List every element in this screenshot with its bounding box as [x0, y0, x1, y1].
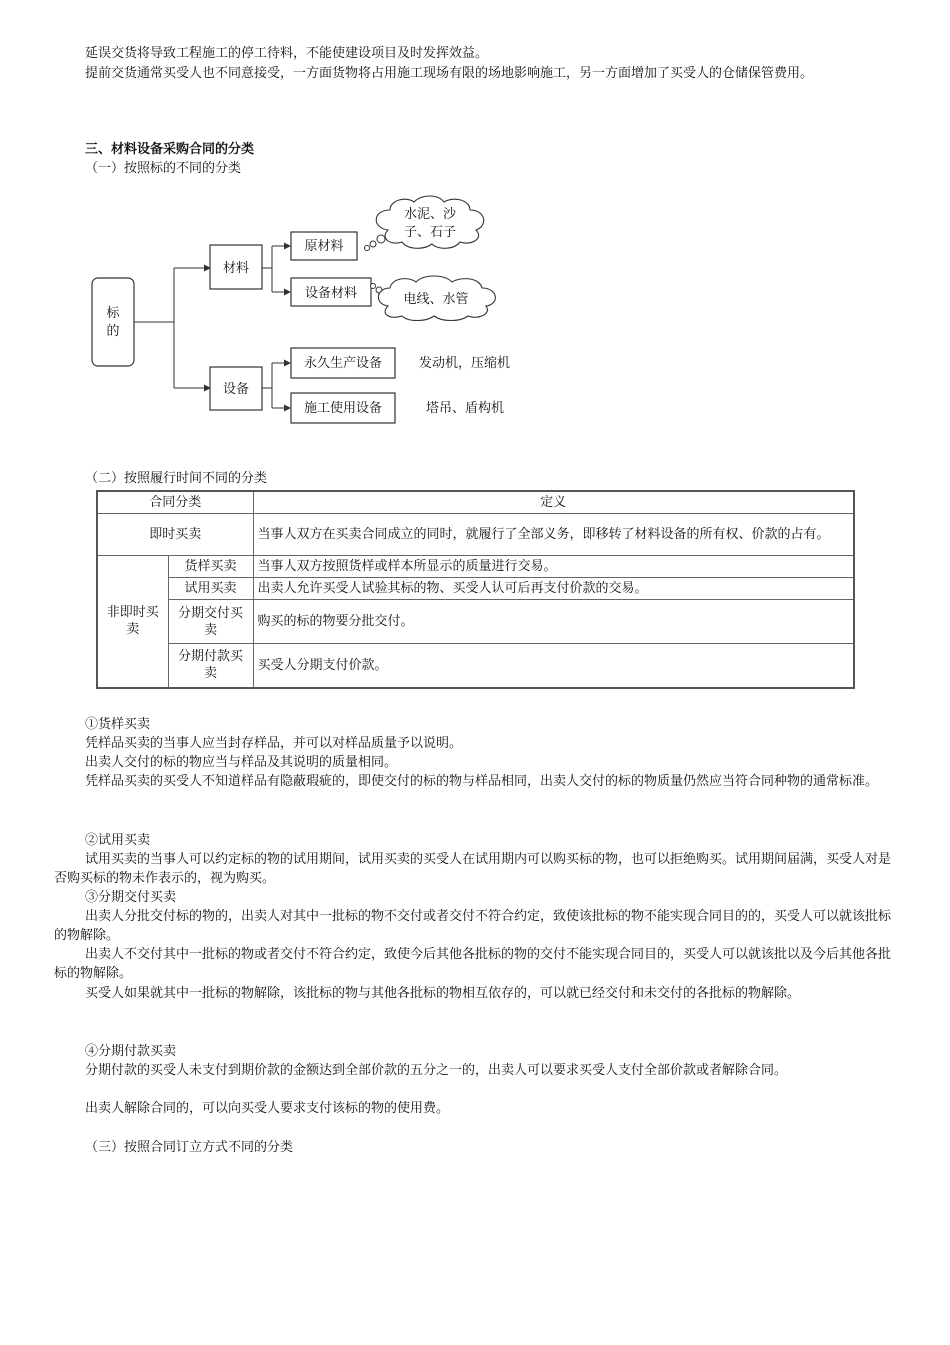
table-header-row	[97, 491, 854, 514]
non-immediate-sale-label: 非即时买卖	[97, 556, 168, 688]
installment-delivery-p3: 买受人如果就其中一批标的物解除，该批标的物与其他各批标的物相互依存的，可以就已经交付和未交付的各批标的物解除。	[85, 986, 801, 1001]
materials-label: 材料	[222, 261, 250, 276]
raw-material-node	[291, 232, 357, 260]
equipment-node	[210, 367, 262, 410]
table-row	[97, 600, 854, 644]
materials-node	[210, 245, 262, 289]
equipment-material-label: 设备材料	[304, 286, 358, 301]
installment-payment-p2: 出卖人解除合同的，可以向买受人要求支付该标的物的使用费。	[85, 1101, 450, 1116]
installment-delivery-p1: 出卖人分批交付标的物的，出卖人对其中一批标的物不交付或者交付不符合约定，致使该批标的物不能实现合同目的的，买受人可以就该批标的物解除。	[54, 909, 892, 943]
subsection-1-title: （一）按照标的不同的分类	[85, 161, 242, 176]
trial-sale-title: ②试用买卖	[85, 833, 151, 848]
header-definition: 定义	[253, 491, 854, 514]
subsection-3-title: （三）按照合同订立方式不同的分类	[85, 1140, 294, 1155]
cloud-1-line-1: 水泥、沙	[403, 207, 457, 222]
root-label-1: 标	[106, 306, 120, 321]
row-type: 试用买卖	[168, 578, 253, 600]
row-definition: 买受人分期支付价款。	[253, 644, 854, 688]
classification-diagram	[88, 192, 548, 432]
construction-equipment-node	[291, 393, 395, 423]
root-node	[92, 278, 134, 366]
sample-sale-p1: 凭样品买卖的当事人应当封存样品，并可以对样品质量予以说明。	[85, 736, 463, 751]
immediate-sale-definition: 当事人双方在买卖合同成立的同时，就履行了全部义务，即移转了材料设备的所有权、价款的占有。	[253, 514, 854, 556]
root-label-2: 的	[106, 324, 120, 339]
construction-equipment-example: 塔吊、盾构机	[426, 401, 505, 416]
installment-payment-title: ④分期付款买卖	[85, 1044, 177, 1059]
row-definition: 当事人双方按照货样或样本所显示的质量进行交易。	[253, 556, 854, 578]
sample-sale-title: ①货样买卖	[85, 717, 151, 732]
row-type: 货样买卖	[168, 556, 253, 578]
table-row	[97, 578, 854, 600]
table-row	[97, 514, 854, 556]
header-category: 合同分类	[97, 491, 253, 514]
immediate-sale-label: 即时买卖	[97, 514, 253, 556]
section-title: 三、材料设备采购合同的分类	[85, 142, 255, 157]
row-definition: 购买的标的物要分批交付。	[253, 600, 854, 644]
sample-sale-p3: 凭样品买卖的买受人不知道样品有隐蔽瑕疵的，即使交付的标的物与样品相同，出卖人交付的标的物质量仍然应当符合同种物的通常标准。	[85, 774, 879, 789]
sample-sale-p2: 出卖人交付的标的物应当与样品及其说明的质量相同。	[85, 755, 398, 770]
intro-paragraph-2: 提前交货通常买受人也不同意接受，一方面货物将占用施工现场有限的场地影响施工，另一方面增加了买受人的仓储保管费用。	[85, 66, 814, 81]
cloud-2-text: 电线、水管	[403, 292, 469, 307]
subsection-2-title: （二）按照履行时间不同的分类	[85, 471, 268, 486]
contract-classification-table	[96, 490, 855, 689]
intro-paragraph-1: 延误交货将导致工程施工的停工待料，不能使建设项目及时发挥效益。	[85, 46, 489, 61]
trial-sale-p1: 试用买卖的当事人可以约定标的物的试用期间，试用买卖的买受人在试用期内可以购买标的物，也可以拒绝购买。试用期间届满，买受人对是否购买标的物未作表示的，视为购买。	[54, 852, 892, 886]
equipment-material-node	[291, 278, 371, 306]
installment-delivery-p2: 出卖人不交付其中一批标的物或者交付不符合约定，致使今后其他各批标的物的交付不能实现合同目的，买受人可以就该批以及今后其他各批标的物解除。	[54, 947, 892, 981]
installment-delivery-title: ③分期交付买卖	[85, 890, 177, 905]
row-type: 分期付款买卖	[168, 644, 253, 688]
permanent-equipment-example: 发动机，压缩机	[419, 356, 511, 371]
cloud-callout-2	[371, 276, 496, 321]
raw-material-label: 原材料	[304, 239, 344, 254]
construction-equipment-label: 施工使用设备	[303, 401, 383, 416]
table-row	[97, 644, 854, 688]
installment-payment-p1: 分期付款的买受人未支付到期价款的金额达到全部价款的五分之一的，出卖人可以要求买受人支付全部价款或者解除合同。	[85, 1063, 788, 1078]
equipment-label: 设备	[222, 382, 250, 397]
permanent-equipment-label: 永久生产设备	[303, 356, 383, 371]
cloud-callout-1	[365, 196, 484, 251]
row-type: 分期交付买卖	[168, 600, 253, 644]
permanent-equipment-node	[291, 348, 395, 378]
cloud-1-line-2: 子、石子	[403, 225, 457, 240]
table-row	[97, 556, 854, 578]
row-definition: 出卖人允许买受人试验其标的物、买受人认可后再支付价款的交易。	[253, 578, 854, 600]
